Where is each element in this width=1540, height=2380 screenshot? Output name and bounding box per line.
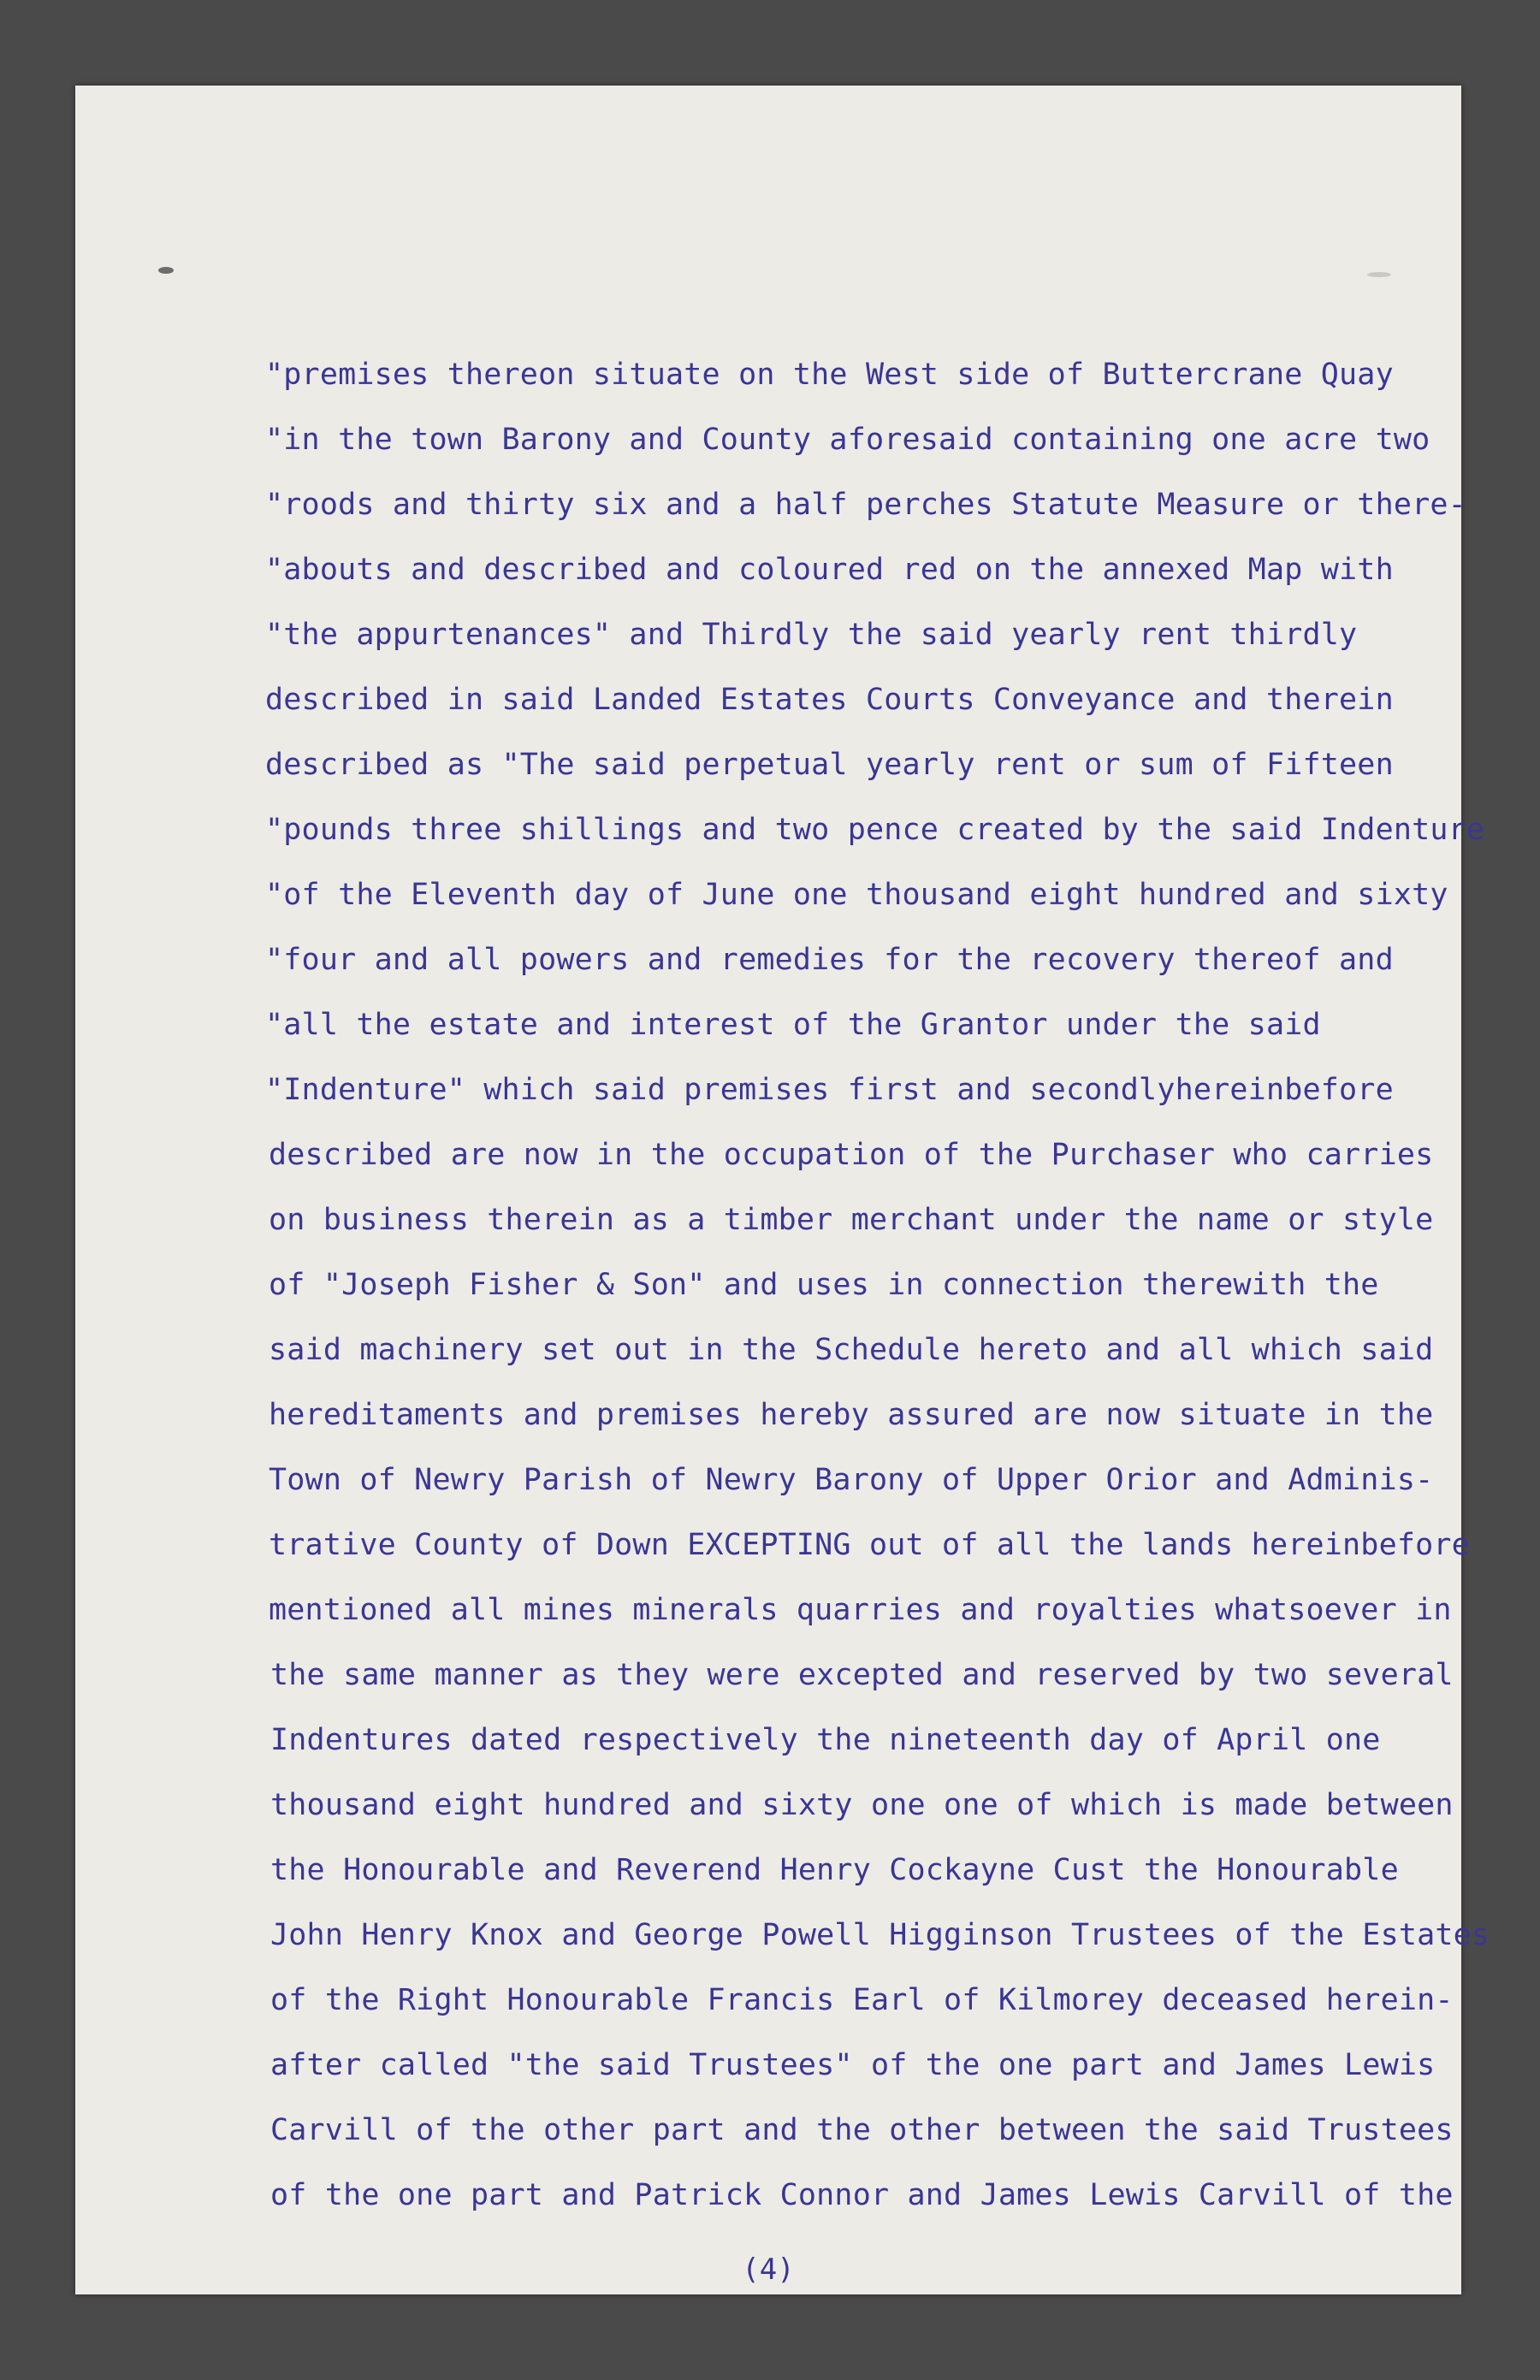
text-line: the Honourable and Reverend Henry Cockayne Cust the Honourable xyxy=(270,1853,1399,1887)
text-line: "abouts and described and coloured red on the annexed Map with xyxy=(265,553,1394,587)
text-line: thousand eight hundred and sixty one one of which is made between xyxy=(270,1788,1454,1822)
text-line: of "Joseph Fisher & Son" and uses in connection therewith the xyxy=(269,1268,1379,1302)
text-line: on business therein as a timber merchant under the name or style xyxy=(269,1203,1434,1237)
text-line: after called "the said Trustees" of the one part and James Lewis xyxy=(270,2048,1436,2082)
text-line: hereditaments and premises hereby assured are now situate in the xyxy=(269,1398,1434,1432)
text-line: "roods and thirty six and a half perches Statute Measure or there- xyxy=(265,488,1466,522)
text-line: described as "The said perpetual yearly rent or sum of Fifteen xyxy=(265,748,1394,782)
text-line: mentioned all mines minerals quarries and royalties whatsoever in xyxy=(269,1593,1452,1627)
text-line: "in the town Barony and County aforesaid containing one acre two xyxy=(265,423,1430,457)
text-line: "four and all powers and remedies for the recovery thereof and xyxy=(265,943,1394,977)
text-line: described are now in the occupation of the Purchaser who carries xyxy=(269,1138,1434,1172)
text-line: "all the estate and interest of the Grantor under the said xyxy=(265,1008,1321,1042)
text-line: Carvill of the other part and the other between the said Trustees xyxy=(270,2113,1454,2147)
text-line: "premises thereon situate on the West side of Buttercrane Quay xyxy=(265,358,1394,392)
text-line: Town of Newry Parish of Newry Barony of Upper Orior and Adminis- xyxy=(269,1463,1434,1497)
text-line: "the appurtenances" and Thirdly the said yearly rent thirdly xyxy=(265,618,1358,652)
text-line: the same manner as they were excepted and reserved by two several xyxy=(270,1658,1454,1692)
text-line: Indentures dated respectively the nineteenth day of April one xyxy=(270,1723,1381,1757)
text-line: "of the Eleventh day of June one thousand eight hundred and sixty xyxy=(265,878,1448,912)
text-line: of the one part and Patrick Connor and James Lewis Carvill of the xyxy=(270,2178,1454,2212)
text-line: trative County of Down EXCEPTING out of all the lands hereinbefore xyxy=(269,1528,1470,1562)
document-body xyxy=(75,86,1490,2294)
text-line: described in said Landed Estates Courts Conveyance and therein xyxy=(265,683,1394,717)
text-line: "pounds three shillings and two pence created by the said Indenture xyxy=(265,813,1485,847)
page-number: (4) xyxy=(742,2253,795,2287)
text-line: of the Right Honourable Francis Earl of Kilmorey deceased herein- xyxy=(270,1983,1454,2017)
text-line: said machinery set out in the Schedule hereto and all which said xyxy=(269,1333,1434,1367)
document-page xyxy=(75,86,1490,2294)
text-line: John Henry Knox and George Powell Higginson Trustees of the Estates xyxy=(270,1918,1490,1952)
text-line: "Indenture" which said premises first and secondlyhereinbefore xyxy=(265,1073,1394,1107)
